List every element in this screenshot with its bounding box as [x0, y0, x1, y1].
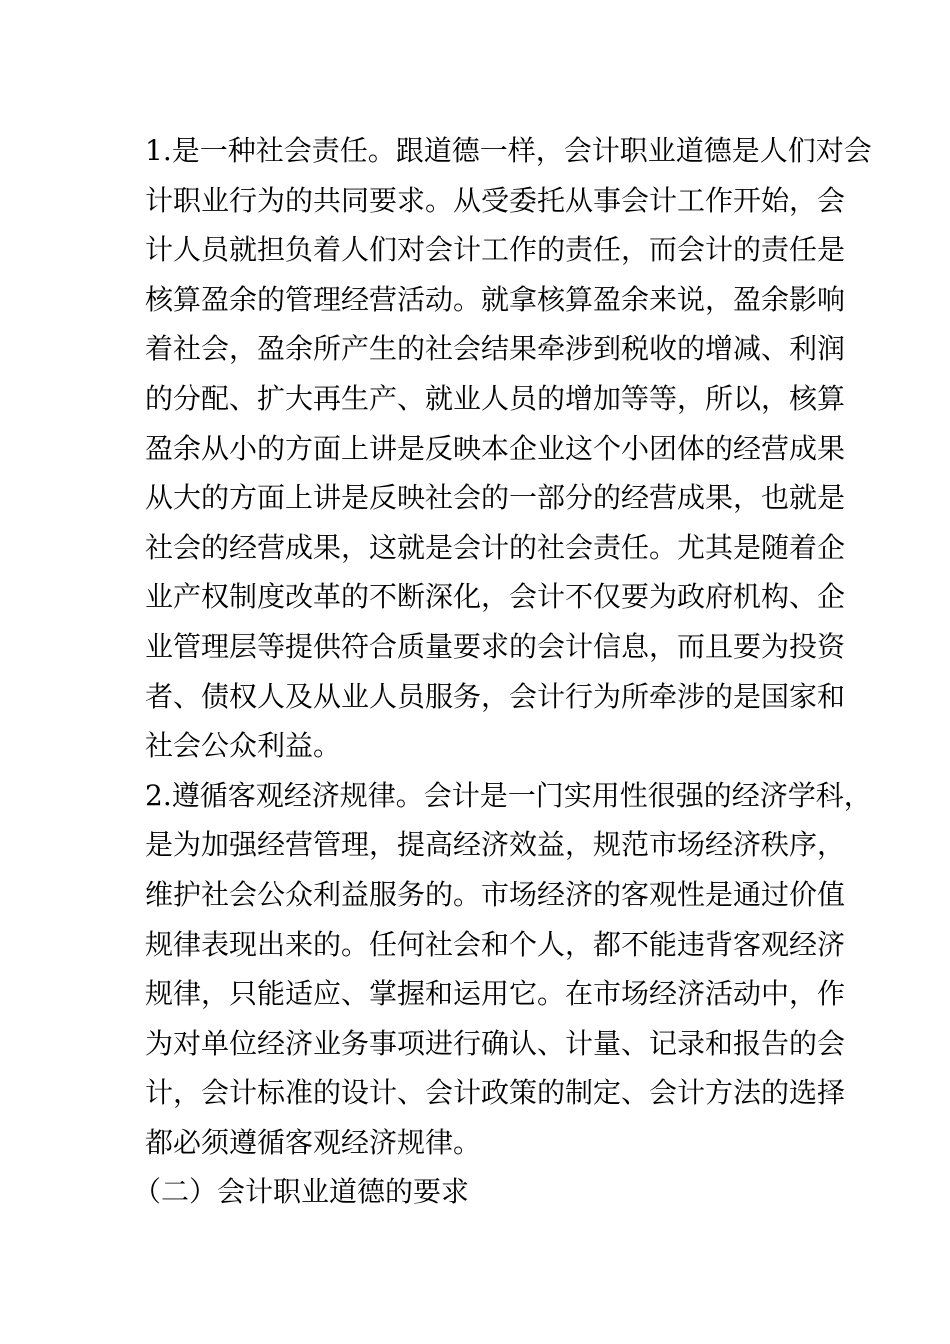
- document-body: [133, 126, 872, 1217]
- paragraph-economic-laws: [145, 771, 872, 1168]
- text-line: 规律表现出来的。任何社会和个人，都不能违背客观经济: [145, 927, 846, 961]
- text-line: 为对单位经济业务事项进行确认、计量、记录和报告的会: [145, 1026, 846, 1060]
- text-line: 业产权制度改革的不断深化，会计不仅要为政府机构、企: [145, 580, 846, 614]
- text-line: 盈余从小的方面上讲是反映本企业这个小团体的经营成果: [145, 431, 846, 465]
- paragraph-social-responsibility: [145, 126, 872, 771]
- text-line: 业管理层等提供符合质量要求的会计信息，而且要为投资: [145, 629, 846, 663]
- text-line: 计职业行为的共同要求。从受委托从事会计工作开始，会: [145, 183, 846, 217]
- text-line: 社会公众利益。: [145, 729, 342, 763]
- text-line: 都必须遵循客观经济规律。: [145, 1125, 482, 1159]
- text-line: 着社会，盈余所产生的社会结果牵涉到税收的增减、利润: [145, 332, 846, 366]
- text-line: 1.是一种社会责任。跟道德一样，会计职业道德是人们对会: [145, 134, 872, 167]
- text-line: 从大的方面上讲是反映社会的一部分的经营成果，也就是: [145, 481, 846, 515]
- text-line: 计，会计标准的设计、会计政策的制定、会计方法的选择: [145, 1076, 846, 1110]
- text-line: 核算盈余的管理经营活动。就拿核算盈余来说，盈余影响: [145, 282, 846, 316]
- text-line: 规律，只能适应、掌握和运用它。在市场经济活动中，作: [145, 977, 846, 1011]
- text-line: 是为加强经营管理，提高经济效益，规范市场经济秩序，: [145, 828, 846, 862]
- text-line: 者、债权人及从业人员服务，会计行为所牵涉的是国家和: [145, 679, 846, 713]
- text-line: 2.遵循客观经济规律。会计是一门实用性很强的经济学科，: [145, 778, 872, 812]
- text-line: 维护社会公众利益服务的。市场经济的客观性是通过价值: [145, 877, 846, 911]
- text-line: 计人员就担负着人们对会计工作的责任，而会计的责任是: [145, 233, 846, 267]
- text-line: 社会的经营成果，这就是会计的社会责任。尤其是随着企: [145, 530, 846, 564]
- text-line: 的分配、扩大再生产、就业人员的增加等等，所以，核算: [145, 381, 846, 415]
- section-heading: （二）会计职业道德的要求: [133, 1175, 470, 1209]
